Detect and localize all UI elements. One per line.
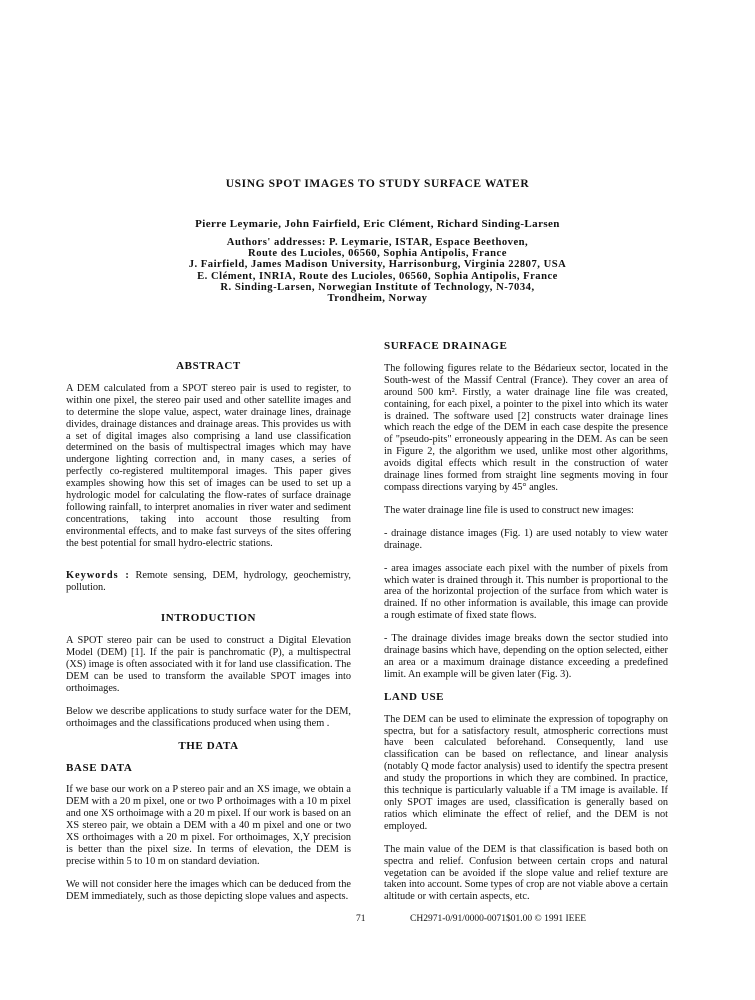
address-line: Route des Lucioles, 06560, Sophia Antipolis, France <box>248 248 507 260</box>
address-line: Trondheim, Norway <box>327 293 428 305</box>
left-column <box>66 361 351 914</box>
base-data-paragraph: If we base our work on a P stereo pair and an XS image, we obtain a DEM with a 20 m pixel, one or two P orthoimages with a 10 m pixel and one XS orthoimage with a 20 m pixel. If our work is based on an XS stereo pair, we obtain a DEM with a 40 m pixel and one or two XS orthoimages with a 20 m pixel. For orthoimages, X,Y precision is better than the pixel size. In terms of elevation, the DEM is precise within 5 to 10 m on standard deviation. <box>66 784 351 867</box>
keywords-text: Remote sensing, DEM, hydrology, geochemistry, pollution. <box>66 569 351 593</box>
keywords-label: Keywords : <box>66 569 130 581</box>
abstract-text: A DEM calculated from a SPOT stereo pair is used to register, to within one pixel, the stereo pair used and other satellite images and to determine the slope value, aspect, water drainage lines, drainage divides, drainage distances and drainage areas. This provides us with a set of digital images also comprising a land use classification determined on the basis of multispectral images which may have undergone lighting correction and, in many cases, a series of perfectly co-registered multitemporal images. This paper gives examples showing how this set of images can be used to set up a hydrologic model for calculating the flow-rates of surface drainage following rainfall, to interpret anomalies in river water and sediment concentrations, taking into account those resulting from environmental effects, and to make fast surveys of the sites offering the best potential for small hydro-electric stations. <box>66 382 351 549</box>
address-line: E. Clément, INRIA, Route des Lucioles, 06560, Sophia Antipolis, France <box>197 270 558 282</box>
intro-paragraph: A SPOT stereo pair can be used to construct a Digital Elevation Model (DEM) [1]. If the pair is panchromatic (P), a multispectral (XS) image is often associated with it for land use classification. The DEM can be used to transform the available SPOT images into orthoimages. <box>66 635 351 694</box>
surface-drainage-heading: SURFACE DRAINAGE <box>384 340 508 352</box>
paper-title: USING SPOT IMAGES TO STUDY SURFACE WATER <box>225 178 530 190</box>
base-data-heading: BASE DATA <box>66 761 133 774</box>
abstract-heading: ABSTRACT <box>176 360 241 372</box>
copyright-line: CH2971-0/91/0000-0071$01.00 © 1991 IEEE <box>410 914 587 924</box>
base-data-paragraph: We will not consider here the images which can be deduced from the DEM immediately, such as those depicting slope values and aspects. <box>66 878 351 902</box>
drainage-paragraph: - The drainage divides image breaks down the sector studied into drainage basins which have, depending on the option selected, either an area or a maximum drainage distance exceeding a predefined limit. An example will be given later (Fig. 3). <box>384 633 668 680</box>
intro-paragraph: Below we describe applications to study surface water for the DEM, orthoimages and the classifications produced when using them . <box>66 705 351 729</box>
land-use-heading: LAND USE <box>384 690 445 703</box>
drainage-paragraph: - area images associate each pixel with the number of pixels from which water is drained through it. This number is proportional to the area of the horizontal projection of the surface from which water is drained. If no other information is available, this image can provide a rough estimate of fixed state flows. <box>384 562 668 622</box>
address-line: Authors' addresses: P. Leymarie, ISTAR, Espace Beethoven, <box>226 237 529 248</box>
introduction-heading: INTRODUCTION <box>160 612 257 625</box>
drainage-paragraph: The following figures relate to the Bédarieux sector, located in the South-west of the Massif Central (France). They cover an area of around 500 km². Firstly, a water drainage line file was created, containing, for each pixel, a pointer to the pixel into which its water is drained. The software used [2] constructs water drainage lines which reach the edge of the DEM in each case despite the presence of "pseudo-pits" erroneously appearing in the DEM. As can be seen in Figure 2, the algorithm we used, unlike most other algorithms, avoids digital effects which result in the construction of water drainage lines formed from straight line segments moving in four compass directions varying by 45° angles. <box>384 362 668 493</box>
land-use-paragraph: The main value of the DEM is that classification is based both on spectra and relief. Confusion between certain crops and natural vegetation can be avoided if the slope value and relief texture are taken into account. Some types of crop are not viable above a certain altitude or with certain aspects, etc. <box>384 843 668 903</box>
keywords <box>66 570 351 594</box>
author-addresses <box>0 237 755 304</box>
the-data-heading: THE DATA <box>178 739 239 752</box>
address-line: R. Sinding-Larsen, Norwegian Institute of Technology, N-7034, <box>220 281 535 293</box>
drainage-paragraph: - drainage distance images (Fig. 1) are used notably to view water drainage. <box>384 527 668 551</box>
right-column <box>384 341 668 914</box>
drainage-paragraph: The water drainage line file is used to construct new images: <box>384 504 634 516</box>
address-line: J. Fairfield, James Madison University, Harrisonburg, Virginia 22807, USA <box>188 259 567 271</box>
land-use-paragraph: The DEM can be used to eliminate the expression of topography on spectra, but for a satisfactory result, atmospheric corrections must have been calculated beforehand. Consequently, land use classification can be based on reflectance, and linear analysis (notably Q mode factor analysis) used to identify the spectra present and study the proportions in which they are combined. In practice, this technique is particularly valuable if a TM image is available. If only SPOT images are used, classification is generally based on ratios which eliminate the effect of relief, and the DEM is not employed. <box>384 713 668 832</box>
author-list: Pierre Leymarie, John Fairfield, Eric Clément, Richard Sinding-Larsen <box>195 218 560 230</box>
page-number: 71 <box>356 914 366 924</box>
